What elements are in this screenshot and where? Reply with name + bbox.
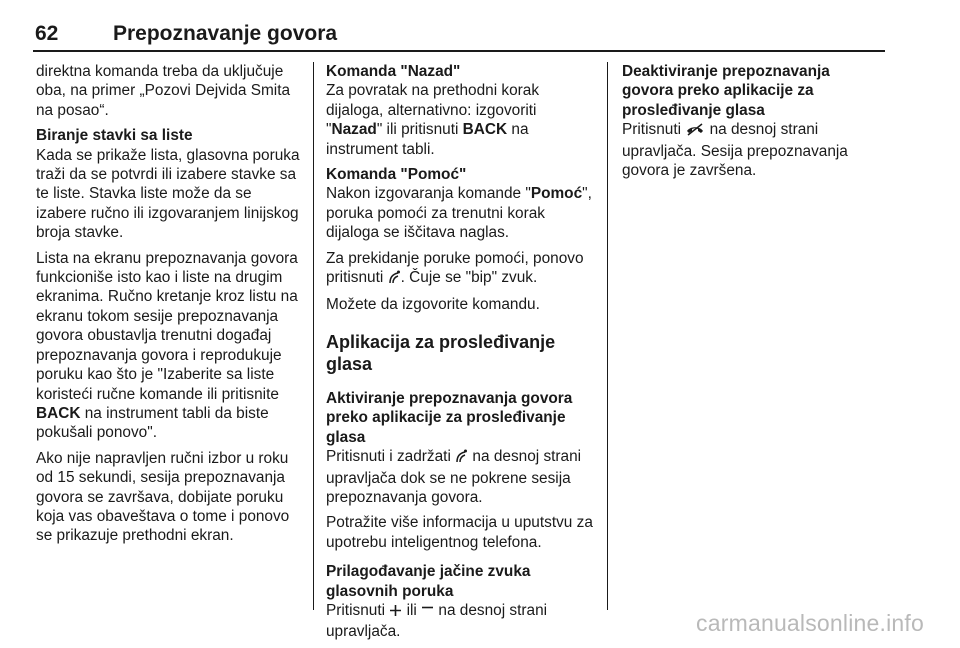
voice-recognition-icon (388, 269, 401, 289)
plus-icon (389, 603, 402, 622)
text-span: Nakon izgovaranja komande " (326, 185, 531, 203)
back-word: Nazad (331, 121, 377, 139)
text-span: na desnoj strani upravljača dok se ne pokrene sesija prepoznavanja govora. (326, 448, 582, 506)
text-span: . Čuje se "bip" zvuk. (400, 269, 538, 287)
back-command-heading: Komanda "Nazad" (326, 63, 461, 80)
deactivation-heading: Deaktiviranje prepoznavanja govora preko aplikacije za prosleđivanje glasa (622, 63, 830, 119)
back-key-label: BACK (462, 121, 508, 139)
column-2 (326, 62, 596, 648)
list-paragraph-3: Ako nije napravljen ručni izbor u roku od 15 sekundi, sesija prepoznavanja govora se završava, dobijate poruku koja vas obaveštava o tome i ponovo se prikazuje prethodni ekran. (36, 449, 290, 545)
text-span: " ili pritisnuti (376, 121, 463, 139)
voice-pass-through-section-title: Aplikacija za prosleđivanje glasa (326, 331, 556, 374)
intro-paragraph: direktna komanda treba da uključuje oba, na primer „Pozovi Dejvida Smita na posao“. (36, 63, 291, 119)
help-command-paragraph (326, 184, 596, 242)
page-header (33, 0, 885, 52)
voice-recognition-icon (455, 448, 468, 468)
back-command-paragraph (326, 81, 596, 159)
text-span: Pritisnuti i zadržati (326, 448, 456, 466)
text-span: na instrument tabli. (326, 121, 529, 158)
watermark: carmanualsonline.info (696, 610, 924, 636)
text-span: Pritisnuti (326, 601, 390, 619)
activation-paragraph (326, 447, 596, 507)
list-paragraph-1: Kada se prikaže lista, glasovna poruka traži da se potvrdi ili izabere stavke sa te liste. Stavka liste može da se izabere ručno ili izgovaranjem linijskog broja stavke. (36, 146, 300, 242)
text-span: na desnoj strani upravljača. (326, 601, 548, 641)
column-divider (313, 62, 314, 610)
volume-paragraph (326, 601, 596, 642)
volume-heading: Prilagođavanje jačine zvuka glasovnih poruka (326, 563, 531, 600)
text-span: Pritisnuti (622, 121, 686, 139)
text-span: na instrument tabli da biste pokušali ponovo". (36, 404, 269, 442)
text-span: ili (402, 601, 422, 619)
end-call-icon (685, 122, 705, 141)
minus-icon (421, 603, 434, 622)
activation-heading: Aktiviranje prepoznavanja govora preko aplikacije za prosleđivanje glasa (326, 389, 573, 446)
back-key-label: BACK (36, 404, 81, 422)
help-speak-paragraph: Možete da izgovorite komandu. (326, 296, 540, 314)
help-interrupt-paragraph (326, 249, 596, 290)
list-selection-heading: Biranje stavki sa liste (36, 127, 193, 145)
list-paragraph-2 (36, 249, 302, 443)
column-3 (622, 62, 884, 186)
text-span: Za povratak na prethodni korak dijaloga, alternativno: izgovoriti " (326, 82, 540, 139)
text-span: Za prekidanje poruke pomoći, ponovo pritisnuti (326, 249, 584, 287)
page-number: 62 (35, 22, 59, 45)
help-command-heading: Komanda "Pomoć" (326, 166, 467, 184)
text-span: na desnoj strani upravljača. Sesija prepoznavanja govora je završena. (622, 121, 848, 180)
help-word: Pomoć (530, 185, 583, 203)
column-1 (36, 62, 302, 552)
page-title: Prepoznavanje govora (113, 22, 338, 45)
deactivation-paragraph (622, 120, 884, 180)
text-span: Lista na ekranu prepoznavanja govora funkcioniše isto kao i liste na drugim ekranima. Ručno kretanje kroz listu na ekranu tokom sesije prepoznavanja govora obustavlja trenutni događaj prepoznavanja govora i reprodukuje poruku kao što je "Izaberite sa liste koristeći ručne komande ili pritisnite (36, 249, 298, 403)
text-span: ", poruka pomoći za trenutni korak dijaloga se iščitava naglas. (326, 185, 592, 242)
smartphone-info-paragraph: Potražite više informacija u uputstvu za upotrebu inteligentnog telefona. (326, 514, 593, 551)
column-divider (607, 62, 608, 610)
